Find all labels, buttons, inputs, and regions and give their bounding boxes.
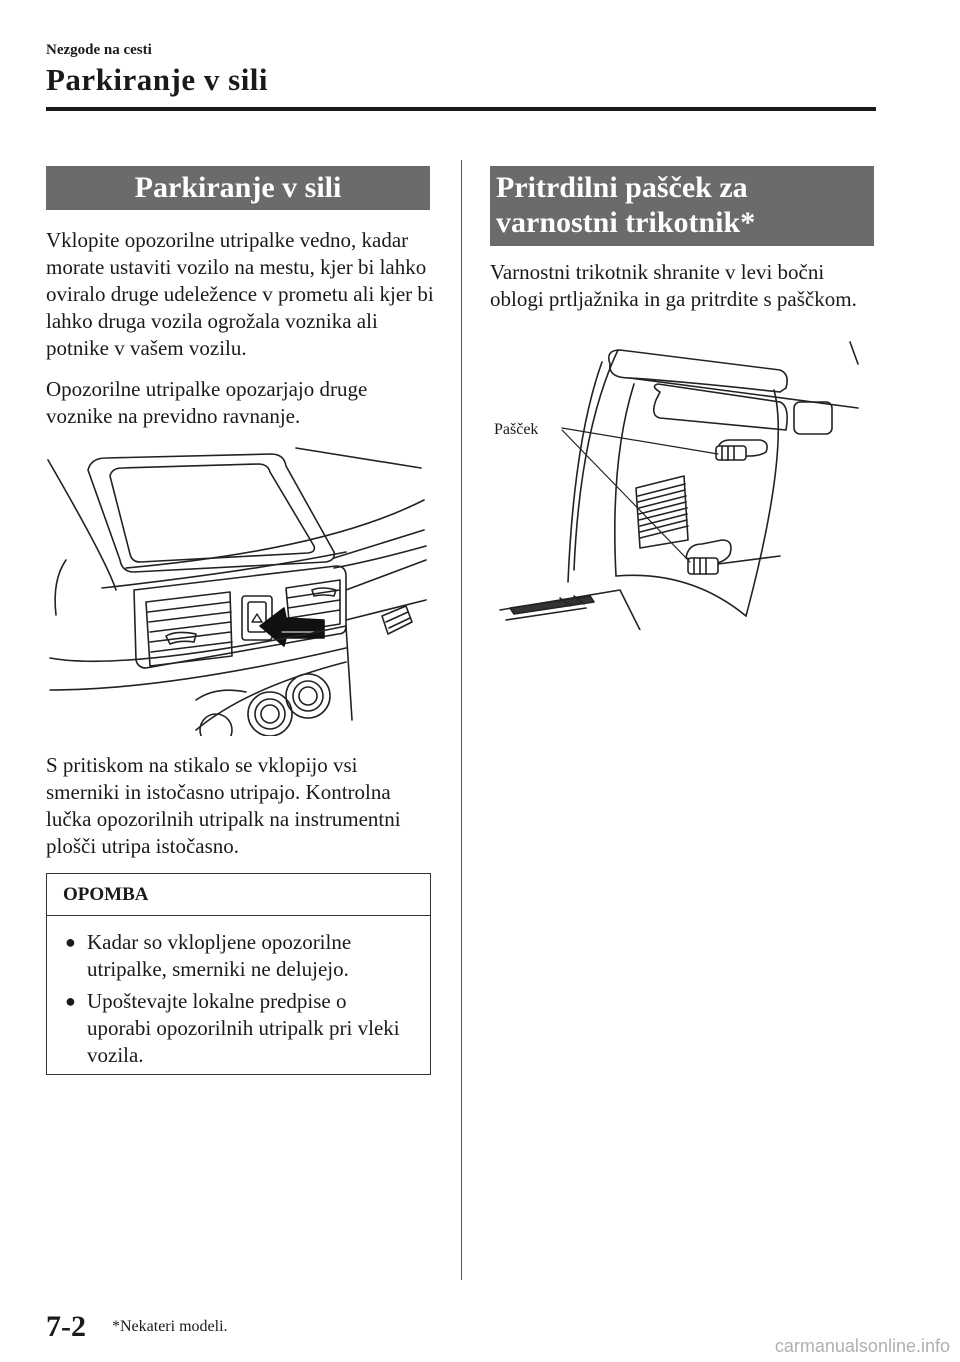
strap-callout-label: Pašček [494,421,539,438]
dashboard-hazard-switch-illustration [46,440,430,736]
note-title: OPOMBA [47,874,430,916]
column-divider [461,160,462,1280]
note-item [63,988,413,1069]
note-box [46,873,431,1075]
page-title: Parkiranje v sili [46,62,269,97]
note-item-text: Kadar so vklopljene opozorilne utripalke, smerniki ne delujejo. [87,930,352,981]
page-number: 7-2 [46,1310,86,1343]
watermark: carmanualsonline.info [774,1336,950,1356]
paragraph-triangle-storage: Varnostni trikotnik shranite v levi bočni oblogi prtljažnika in ga pritrdite s paščkom. [490,260,857,311]
section-heading-triangle-strap: Pritrdilni pašček za varnostni trikotnik* [490,166,874,246]
section-heading-emergency-parking: Parkiranje v sili [46,166,430,210]
running-header: Nezgode na cesti [46,42,152,58]
paragraph-switch-function: S pritiskom na stikalo se vklopijo vsi smerniki in istočasno utripajo. Kontrolna lučka opozorilnih utripalk na instrumentni plošči utripa istočasno. [46,753,401,858]
note-item-text: Upoštevajte lokalne predpise o uporabi opozorilnih utripalk pri vleki vozila. [87,989,400,1067]
trunk-strap-illustration [490,330,874,630]
note-item [63,929,413,983]
title-rule [46,107,876,111]
paragraph-hazard-intro: Vklopite opozorilne utripalke vedno, kadar morate ustaviti vozilo na mestu, kjer bi lahko oviralo druge udeležence v prometu ali kjer bi lahko druga vozila ogrožala voznika ali potnike v vašem vozilu. [46,228,434,360]
footnote: *Nekateri modeli. [112,1318,228,1335]
bullet-icon: ● [65,932,76,952]
bullet-icon: ● [65,991,76,1011]
paragraph-hazard-warn: Opozorilne utripalke opozarjajo druge voznike na previdno ravnanje. [46,377,368,428]
